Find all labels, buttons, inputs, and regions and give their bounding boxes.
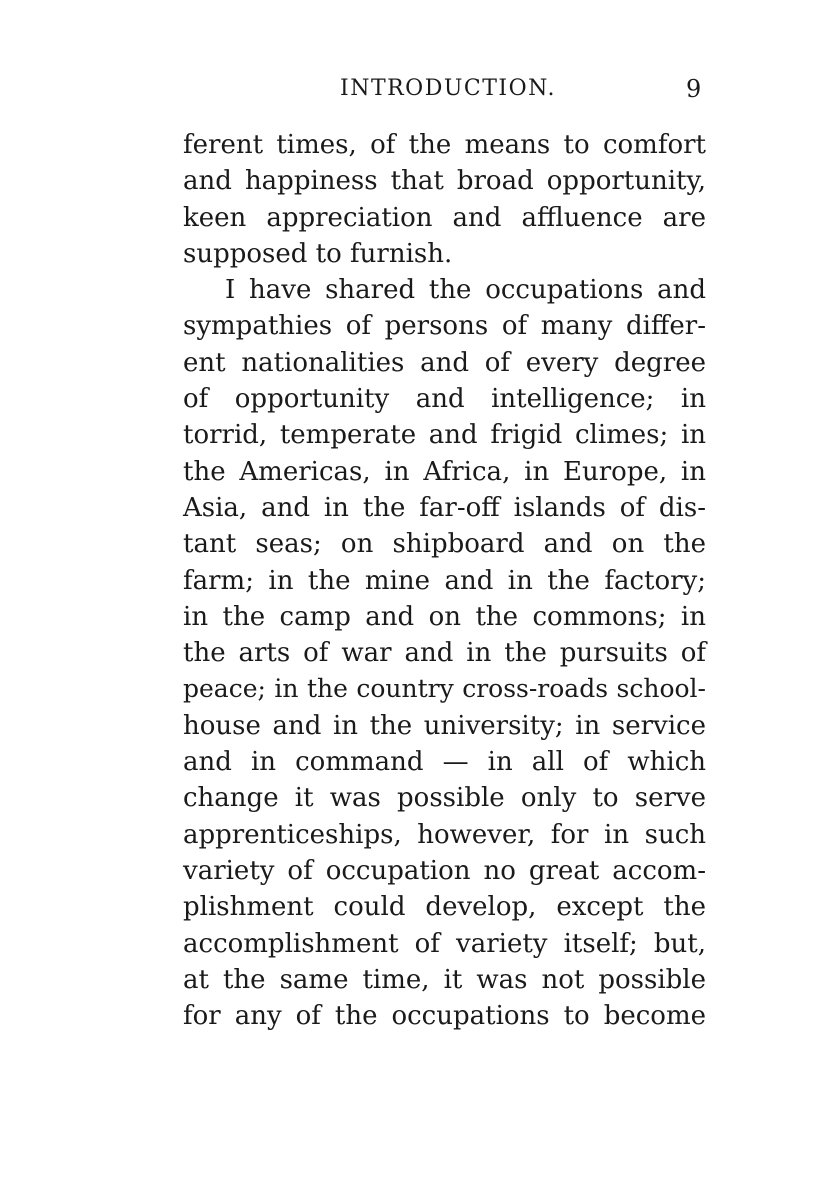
text-line: change it was possible only to serve: [183, 783, 706, 814]
text-line: ferent times, of the means to comfort: [183, 130, 706, 160]
text-line: at the same time, it was not possible: [183, 964, 706, 995]
text-line: in the camp and on the commons; in: [183, 601, 706, 632]
running-head-title: INTRODUCTION.: [340, 76, 556, 101]
page-number: 9: [686, 75, 702, 103]
text-line: Asia, and in the far-off islands of dis-: [183, 492, 706, 523]
text-line: the Americas, in Africa, in Europe, in: [183, 456, 706, 487]
text-line: plishment could develop, except the: [183, 892, 706, 923]
text-line: and in command — in all of which: [183, 747, 706, 778]
text-line: house and in the university; in service: [183, 710, 706, 741]
text-line: keen appreciation and affluence are: [183, 202, 706, 233]
text-line: of opportunity and intelligence; in: [183, 384, 706, 415]
text-line: for any of the occupations to become: [183, 1001, 706, 1032]
text-line: apprenticeships, however, for in such: [183, 819, 706, 850]
text-line: variety of occupation no great accom-: [183, 855, 706, 886]
text-line: the arts of war and in the pursuits of: [183, 638, 706, 669]
text-line-paragraph-start: I have shared the occupations and: [225, 275, 706, 306]
text-line: peace; in the country cross-roads school-: [183, 674, 706, 704]
body-text: [183, 127, 706, 1034]
text-line: and happiness that broad opportunity,: [183, 166, 706, 197]
text-line: supposed to furnish.: [183, 238, 453, 269]
text-line: ent nationalities and of every degree: [183, 347, 706, 378]
text-line: torrid, temperate and frigid climes; in: [183, 420, 706, 451]
text-line: accomplishment of variety itself; but,: [183, 928, 706, 959]
text-line: tant seas; on shipboard and on the: [183, 529, 706, 560]
text-line: sympathies of persons of many differ-: [183, 311, 706, 342]
text-line: farm; in the mine and in the factory;: [183, 565, 706, 596]
